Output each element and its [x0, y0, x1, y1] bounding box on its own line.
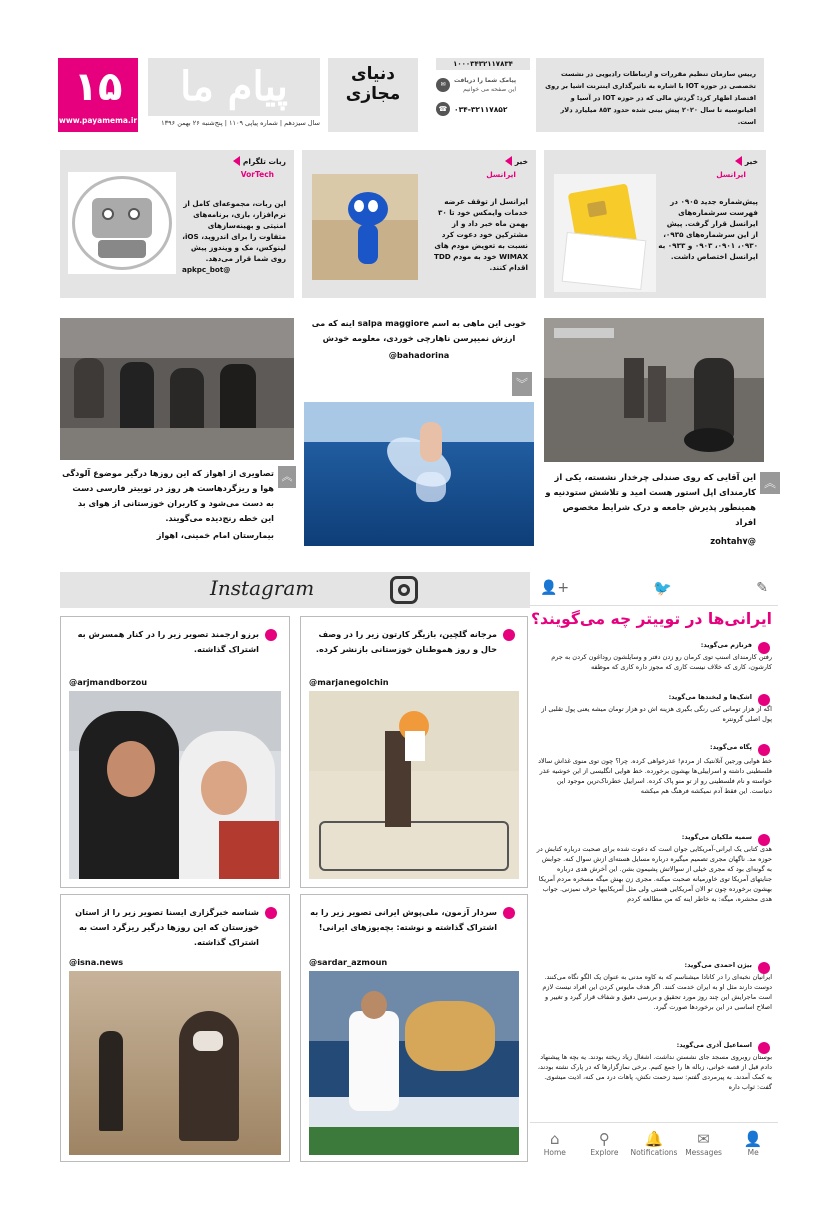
collapse-icon[interactable]: ︽ [760, 472, 780, 494]
instagram-header [60, 572, 530, 608]
instagram-post-text: شناسه خبرگزاری ایسنا تصویر زیر را از استان خوزستان که این روزها درگیر ریزگرد است به اشتراک گذاشته. [75, 907, 259, 947]
tab-notifications[interactable]: 🔔 Notifications [630, 1130, 678, 1157]
logo-box [148, 58, 320, 116]
sms-icon: ✉ [436, 78, 450, 92]
instagram-post-text: سردار آزمون، ملی‌پوش ایرانی تصویر زیر را به اشتراک گذاشته و نوشته: بچه‌یوزهای ایرانی! [310, 907, 497, 932]
footballer-photo [309, 971, 519, 1155]
tweet-author: فرنازم می‌گوید: [700, 641, 752, 649]
tweet-author: بیژن احمدی می‌گوید: [684, 961, 752, 969]
news-card-3 [60, 150, 294, 298]
tweet-author: اسماعیل آذری می‌گوید: [676, 1041, 752, 1049]
issue-info: سال سیزدهم | شماره پیاپی ۱۱۰۹ | پنج‌شنبه ۲۶ بهمن ۱۳۹۶ [161, 119, 320, 127]
irancell-mascot-photo [312, 174, 418, 280]
news-card-kicker: ربات تلگرام [242, 156, 286, 166]
instagram-post-handle[interactable]: @arjmandborzou [69, 677, 148, 687]
contact-box [436, 58, 530, 132]
collapse-icon[interactable]: ︽ [278, 466, 296, 488]
sms-line-1: پیامک شما را دریافت [454, 77, 517, 84]
news-card-text: پیش‌شماره جدید ۰۹۰۵ در فهرست سرشماره‌های ایرانسل قرار گرفت. پیش از این سرشماره‌های ۰۹۳۵، ۰۹۳۰، ۰۹۰۱، ۰۹۰۳ و ۰۹۳۳ به ایرانسل اختصاص داشت. [658, 197, 758, 261]
photo-post-caption: خوبی این ماهی به اسم salpa maggiore اینه که می ارزش نمیپرسن ناهارچی خوردی، معلومه خودش [311, 318, 527, 343]
compose-icon[interactable]: ✎ [756, 579, 768, 596]
tab-home[interactable]: ⌂ Home [530, 1130, 580, 1157]
instagram-post-text: برزو ارجمند تصویر زیر را در کنار همسرش به اشتراک گذاشته. [77, 629, 259, 654]
page-number: ۱۵ [73, 64, 123, 110]
cartoon-photo [309, 691, 519, 879]
tab-messages[interactable]: ✉ Messages [679, 1130, 729, 1157]
twitter-panel [530, 570, 778, 1164]
pink-bullet-icon [503, 907, 515, 919]
pink-bullet-icon [503, 629, 515, 641]
instagram-post-3 [300, 894, 528, 1162]
tweet-text: رفتن کارمندای اسنپ توی کرمان رو زدن دفتر و وسایلشون روداغون کردن به جرم کارشون، کاری که خلاف نیست کاری که مجوز داره کاری که موظفه [551, 653, 772, 671]
instagram-post-1 [300, 616, 528, 888]
dust-storm-photo [69, 971, 281, 1155]
instagram-post-2 [60, 616, 290, 888]
mail-icon: ✉ [697, 1130, 710, 1148]
photo-post-handle[interactable]: @bahadorina [388, 350, 450, 360]
add-user-icon[interactable]: 👤+ [540, 579, 570, 596]
pink-bullet-icon [758, 744, 770, 756]
instagram-post-handle[interactable]: @isna.news [69, 957, 124, 967]
sms-line-2: این صفحه می خوانیم [463, 86, 517, 93]
tweet-text: بوستان روبروی مسجد جای نشستن نداشت. اشغال زیاد ریخته بودند. یه بچه ها پیشنهاد دادم قبل از قصه خوانی، زباله ها را جمع کنیم. برخی نمازگزارها که در پارک نشته بودند، به کمک آمدند. به پیرمردی گفتم: سید زحمت نکش، پاهات درد می کنه، اذیت میشوی. گفت: ثواب داره [537, 1053, 772, 1091]
twitter-title: ایرانی‌ها در توییتر چه می‌گویند؟ [531, 610, 772, 628]
news-card-text: ایرانسل از توقف عرضه خدمات وایمکس خود تا ۳۰ بهمن ماه خبر داد و از مشترکین خود دعوت کرد نسبت به تعویض مودم های WIMAX خود به مودم TDD اقدام کنند. [433, 197, 528, 272]
tweet-text: خط هوایی ورجین آتلانتیک از مردم! عذرخواهی کرده. چرا؟ چون توی منوی غذاش سالاد فلسطینی داشته و اسراییلی‌ها بهشون برخورده. خط هوایی انگلیسی از این خوشیه عذر خواسته و نام فلسطینی رو از تو منو پاک کرده. اسراییل خطرناک‌ترین موجود این دنیاست. این فقط آدم نمیکشه فرهنگ هم میکشه [538, 757, 772, 795]
page-number-box [58, 58, 138, 132]
search-icon: ⚲ [598, 1130, 610, 1148]
home-icon: ⌂ [550, 1130, 560, 1148]
site-url[interactable]: www.payamema.ir [58, 116, 138, 125]
phone-number: ۰۳۴-۳۲۱۱۷۸۵۲ [454, 104, 508, 114]
news-card-kicker: خبر [514, 156, 528, 166]
instagram-post-handle[interactable]: @marjanegolchin [309, 677, 389, 687]
couple-selfie-photo [69, 691, 281, 879]
tweet-text: اگه از هزار تومانی کنی رنگی بگیری هزینه اش دو هزار تومان میشه یعنی پول تقلبی از پول اصلی گرونتره [541, 705, 772, 723]
news-card-source: VorTech [240, 170, 274, 179]
instagram-title: Instagram [210, 576, 315, 600]
instagram-post-handle[interactable]: @sardar_azmoun [309, 957, 388, 967]
expand-icon[interactable]: ︾ [512, 372, 532, 396]
pink-arrow-icon [735, 156, 742, 166]
news-card-2 [302, 150, 536, 298]
salp-fish-photo [304, 402, 534, 546]
pink-bullet-icon [265, 907, 277, 919]
top-news-text: رییس سازمان تنظیم مقررات و ارتباطات رادیویی در نشست تخصصی در حوزه IOT با اشاره به تاثیرگذاری اینترنت اشیا بر روی اقتصاد اظهار کرد: گردش مالی که در حوزه IOT در آسیا و اقیانوسیه تا سال ۲۰۲۰ پیش بینی شده حدود ۸۵۳ میلیارد دلار است. [545, 70, 756, 126]
section-title-1: دنیای [350, 64, 395, 84]
phone-icon: ☎ [436, 102, 450, 116]
news-card-text: این ربات، مجموعه‌ای کامل از نرم‌افزار، بازی، برنامه‌های امنیتی و بهینه‌سازهای متفاوت را برای اندروید، iOS، لینوکس، مک و ویندوز پیش روی شما قرار می‌دهد. [182, 199, 286, 263]
photo-post-handle[interactable]: @zohtah۷ [710, 536, 756, 546]
bot-handle[interactable]: @apkpc_bot [182, 265, 231, 274]
bell-icon: 🔔 [644, 1130, 664, 1148]
photo-post-caption: این آقایی که روی صندلی چرخدار نشسته، یکی از کارمندای اپل استور هست امید و تلاشش ستودنیه و همینطور پذیرش جامعه و درک شرایط مخصوص افراد [545, 472, 756, 527]
logo: پیام ما [180, 63, 288, 110]
tweet-author: پگاه می‌گوید: [709, 743, 752, 751]
photo-post-handle: بیمارستان امام خمینی، اهواز [156, 530, 274, 540]
instagram-post-4 [60, 894, 290, 1162]
person-icon: 👤 [743, 1130, 763, 1148]
hospital-photo [60, 318, 294, 460]
twitter-tab-bar [530, 1122, 778, 1164]
sms-number: ۱۰۰۰۳۴۳۲۱۱۷۸۳۴ [436, 58, 530, 70]
twitter-bird-icon[interactable]: 🐦 [653, 578, 673, 597]
tab-explore[interactable]: ⚲ Explore [580, 1130, 630, 1157]
news-card-source: ایرانسل [486, 170, 516, 179]
section-title-2: مجازی [345, 84, 401, 104]
tweet-text: ایرانیان نخبه‌ای را در کانادا میشناسم که به کاوه مدنی به عنوان یک الگو نگاه می‌کنند. دوست دارند مثل او به ایران خدمت کنند. اگر هدف مایوس کردن این افراد نیست لازم است ماجرایش این چند روز مورد تحقیق و بررسی دقیق و شفاف قرار گیرد و تغییر و اصلاح اساسی در این برخوردها صورت گیرد. [542, 973, 772, 1011]
robot-photo [68, 172, 176, 274]
news-card-kicker: خبر [744, 156, 758, 166]
pink-bullet-icon [265, 629, 277, 641]
sim-card-photo [554, 174, 656, 292]
photo-post-caption: تصاویری از اهواز که این روزها درگیر موضوع آلودگی هوا و ریزگردهاست هر روز در توییتر فارسی دست به دست می‌شود و کاربران خوزستانی از هوای بد این خطه رنج‌دیده می‌گویند. [62, 468, 274, 523]
apple-store-photo [544, 318, 764, 462]
pink-arrow-icon [505, 156, 512, 166]
instagram-icon[interactable] [390, 576, 418, 604]
tab-me[interactable]: 👤 Me [728, 1130, 778, 1157]
instagram-post-text: مرجانه گلچین، بازیگر کارتون زیر را در وصف حال و روز هموطنان خوزستانی بازنشر کرده. [315, 629, 497, 654]
tweet-author: اشک‌ها و لبخندها می‌گوید: [668, 693, 752, 701]
news-card-1 [544, 150, 766, 298]
top-news-box [536, 58, 764, 132]
section-title-box [328, 58, 418, 132]
tweet-author: سمیه ملکیان می‌گوید: [681, 833, 752, 841]
news-card-source: ایرانسل [716, 170, 746, 179]
tweet-text: هدی کتابی یک ایرانی-آمریکایی جوان است که دعوت شده برای صحبت درباره کتابش در حوزه مد. ناگهان مجری تصمیم میگیره درباره مسایل هسته‌ای ازش سوال کنه. جوابش به گونه‌ای بود که مجری خیلی از سوالاتش پشیمون بشن. این آخرش هدی درباره جنایتهای آمریکا توی خاورمیانه صحبت میکنه. مجری زن بهش میگه مسخره مردم آمریکا بهشون برخورده چون تو الان آمریکایی هستی ولی مثل آمریکاییها حرف نمیزنی. جواب هدی محشره، میگه: به خاطر اینه که من مطالعه کردم [536, 845, 772, 903]
pink-arrow-icon [233, 156, 240, 166]
